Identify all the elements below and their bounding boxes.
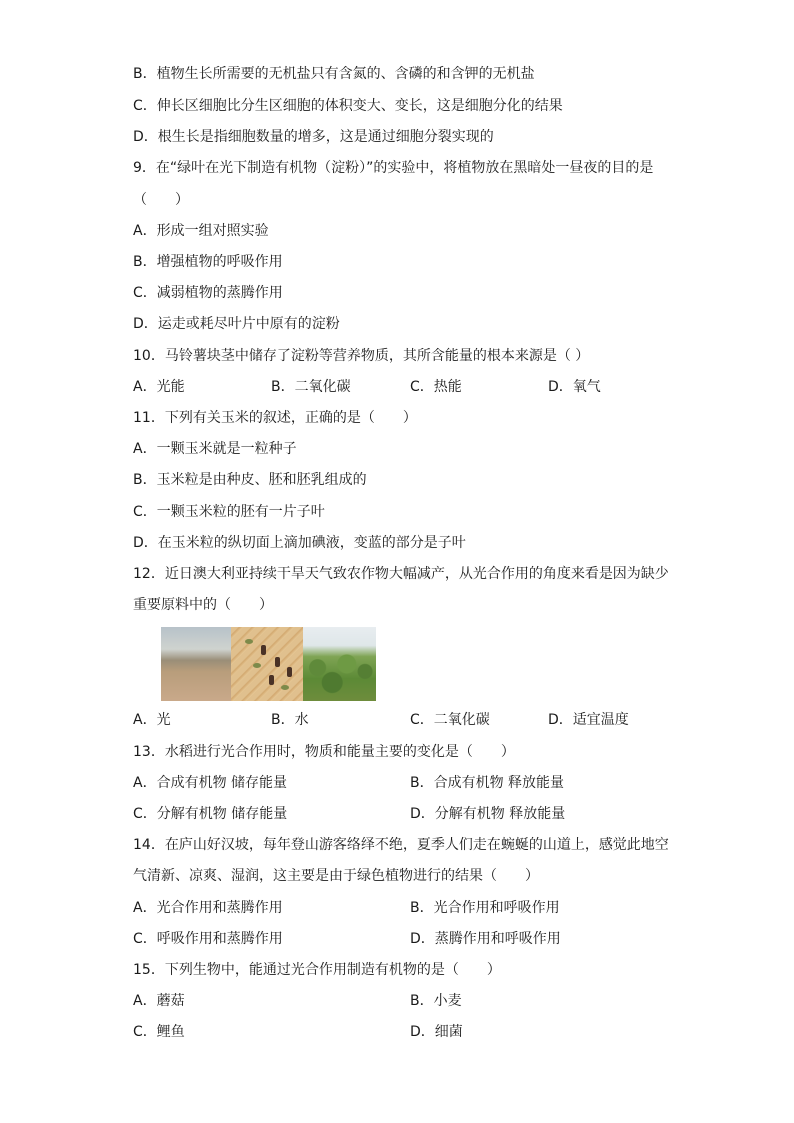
q14-stem-cont: 气清新、凉爽、湿润，这主要是由于绿色植物进行的结果（ ） (133, 868, 539, 884)
q12-stem: 12．近日澳大利亚持续干旱天气致农作物大幅减产，从光合作用的角度来看是因为缺少 (133, 566, 669, 582)
desert-photo (161, 627, 231, 701)
q11-stem: 11．下列有关玉米的叙述，正确的是（ ） (133, 410, 417, 426)
q15-option-c: C．鲤鱼 (133, 1024, 185, 1040)
q9-option-d: D．运走或耗尽叶片中原有的淀粉 (133, 316, 340, 332)
q10-option-a: A．光能 (133, 379, 185, 395)
q12-stem-cont: 重要原料中的（ ） (133, 597, 273, 613)
person-figure (261, 645, 266, 655)
q14-option-a: A．光合作用和蒸腾作用 (133, 900, 283, 916)
forest-photo (303, 627, 376, 701)
q14-option-b: B．光合作用和呼吸作用 (410, 900, 560, 916)
q12-option-b: B．水 (271, 712, 309, 728)
q9-option-a: A．形成一组对照实验 (133, 223, 269, 239)
q10-option-d: D．氧气 (548, 379, 601, 395)
q13-stem: 13．水稻进行光合作用时，物质和能量主要的变化是（ ） (133, 744, 515, 760)
q15-option-d: D．细菌 (410, 1024, 463, 1040)
shrub (253, 663, 261, 668)
q14-option-c: C．呼吸作用和蒸腾作用 (133, 931, 283, 947)
q14-stem: 14．在庐山好汉坡，每年登山游客络绎不绝，夏季人们走在蜿蜒的山道上，感觉此地空 (133, 837, 669, 853)
person-figure (275, 657, 280, 667)
q12-option-d: D．适宜温度 (548, 712, 629, 728)
q10-option-c: C．热能 (410, 379, 462, 395)
q11-option-c: C．一颗玉米粒的胚有一片子叶 (133, 504, 325, 520)
q12-option-a: A．光 (133, 712, 171, 728)
q11-option-a: A．一颗玉米就是一粒种子 (133, 441, 297, 457)
q9-option-b: B．增强植物的呼吸作用 (133, 254, 283, 270)
q10-option-b: B．二氧化碳 (271, 379, 351, 395)
q13-option-c: C．分解有机物 储存能量 (133, 806, 288, 822)
q9-option-c: C．减弱植物的蒸腾作用 (133, 285, 283, 301)
q11-option-d: D．在玉米粒的纵切面上滴加碘液，变蓝的部分是子叶 (133, 535, 466, 551)
q9-stem: 9．在“绿叶在光下制造有机物（淀粉）”的实验中，将植物放在黑暗处一昼夜的目的是 (133, 160, 654, 176)
q8-option-c: C．伸长区细胞比分生区细胞的体积变大、变长，这是细胞分化的结果 (133, 98, 563, 114)
planting-photo (231, 627, 303, 701)
q8-option-d: D．根生长是指细胞数量的增多，这是通过细胞分裂实现的 (133, 129, 494, 145)
shrub (245, 639, 253, 644)
q14-option-d: D．蒸腾作用和呼吸作用 (410, 931, 561, 947)
q15-option-a: A．蘑菇 (133, 993, 185, 1009)
q10-stem: 10．马铃薯块茎中储存了淀粉等营养物质，其所含能量的根本来源是（ ） (133, 348, 590, 364)
q13-option-a: A．合成有机物 储存能量 (133, 775, 288, 791)
person-figure (269, 675, 274, 685)
q12-option-c: C．二氧化碳 (410, 712, 490, 728)
q13-option-b: B．合成有机物 释放能量 (410, 775, 565, 791)
shrub (281, 685, 289, 690)
drought-photo-strip (161, 627, 376, 701)
person-figure (287, 667, 292, 677)
q15-stem: 15．下列生物中，能通过光合作用制造有机物的是（ ） (133, 962, 501, 978)
q15-option-b: B．小麦 (410, 993, 462, 1009)
q8-option-b: B．植物生长所需要的无机盐只有含氮的、含磷的和含钾的无机盐 (133, 66, 535, 82)
q13-option-d: D．分解有机物 释放能量 (410, 806, 566, 822)
q11-option-b: B．玉米粒是由种皮、胚和胚乳组成的 (133, 472, 367, 488)
q9-blank: （ ） (133, 192, 189, 208)
